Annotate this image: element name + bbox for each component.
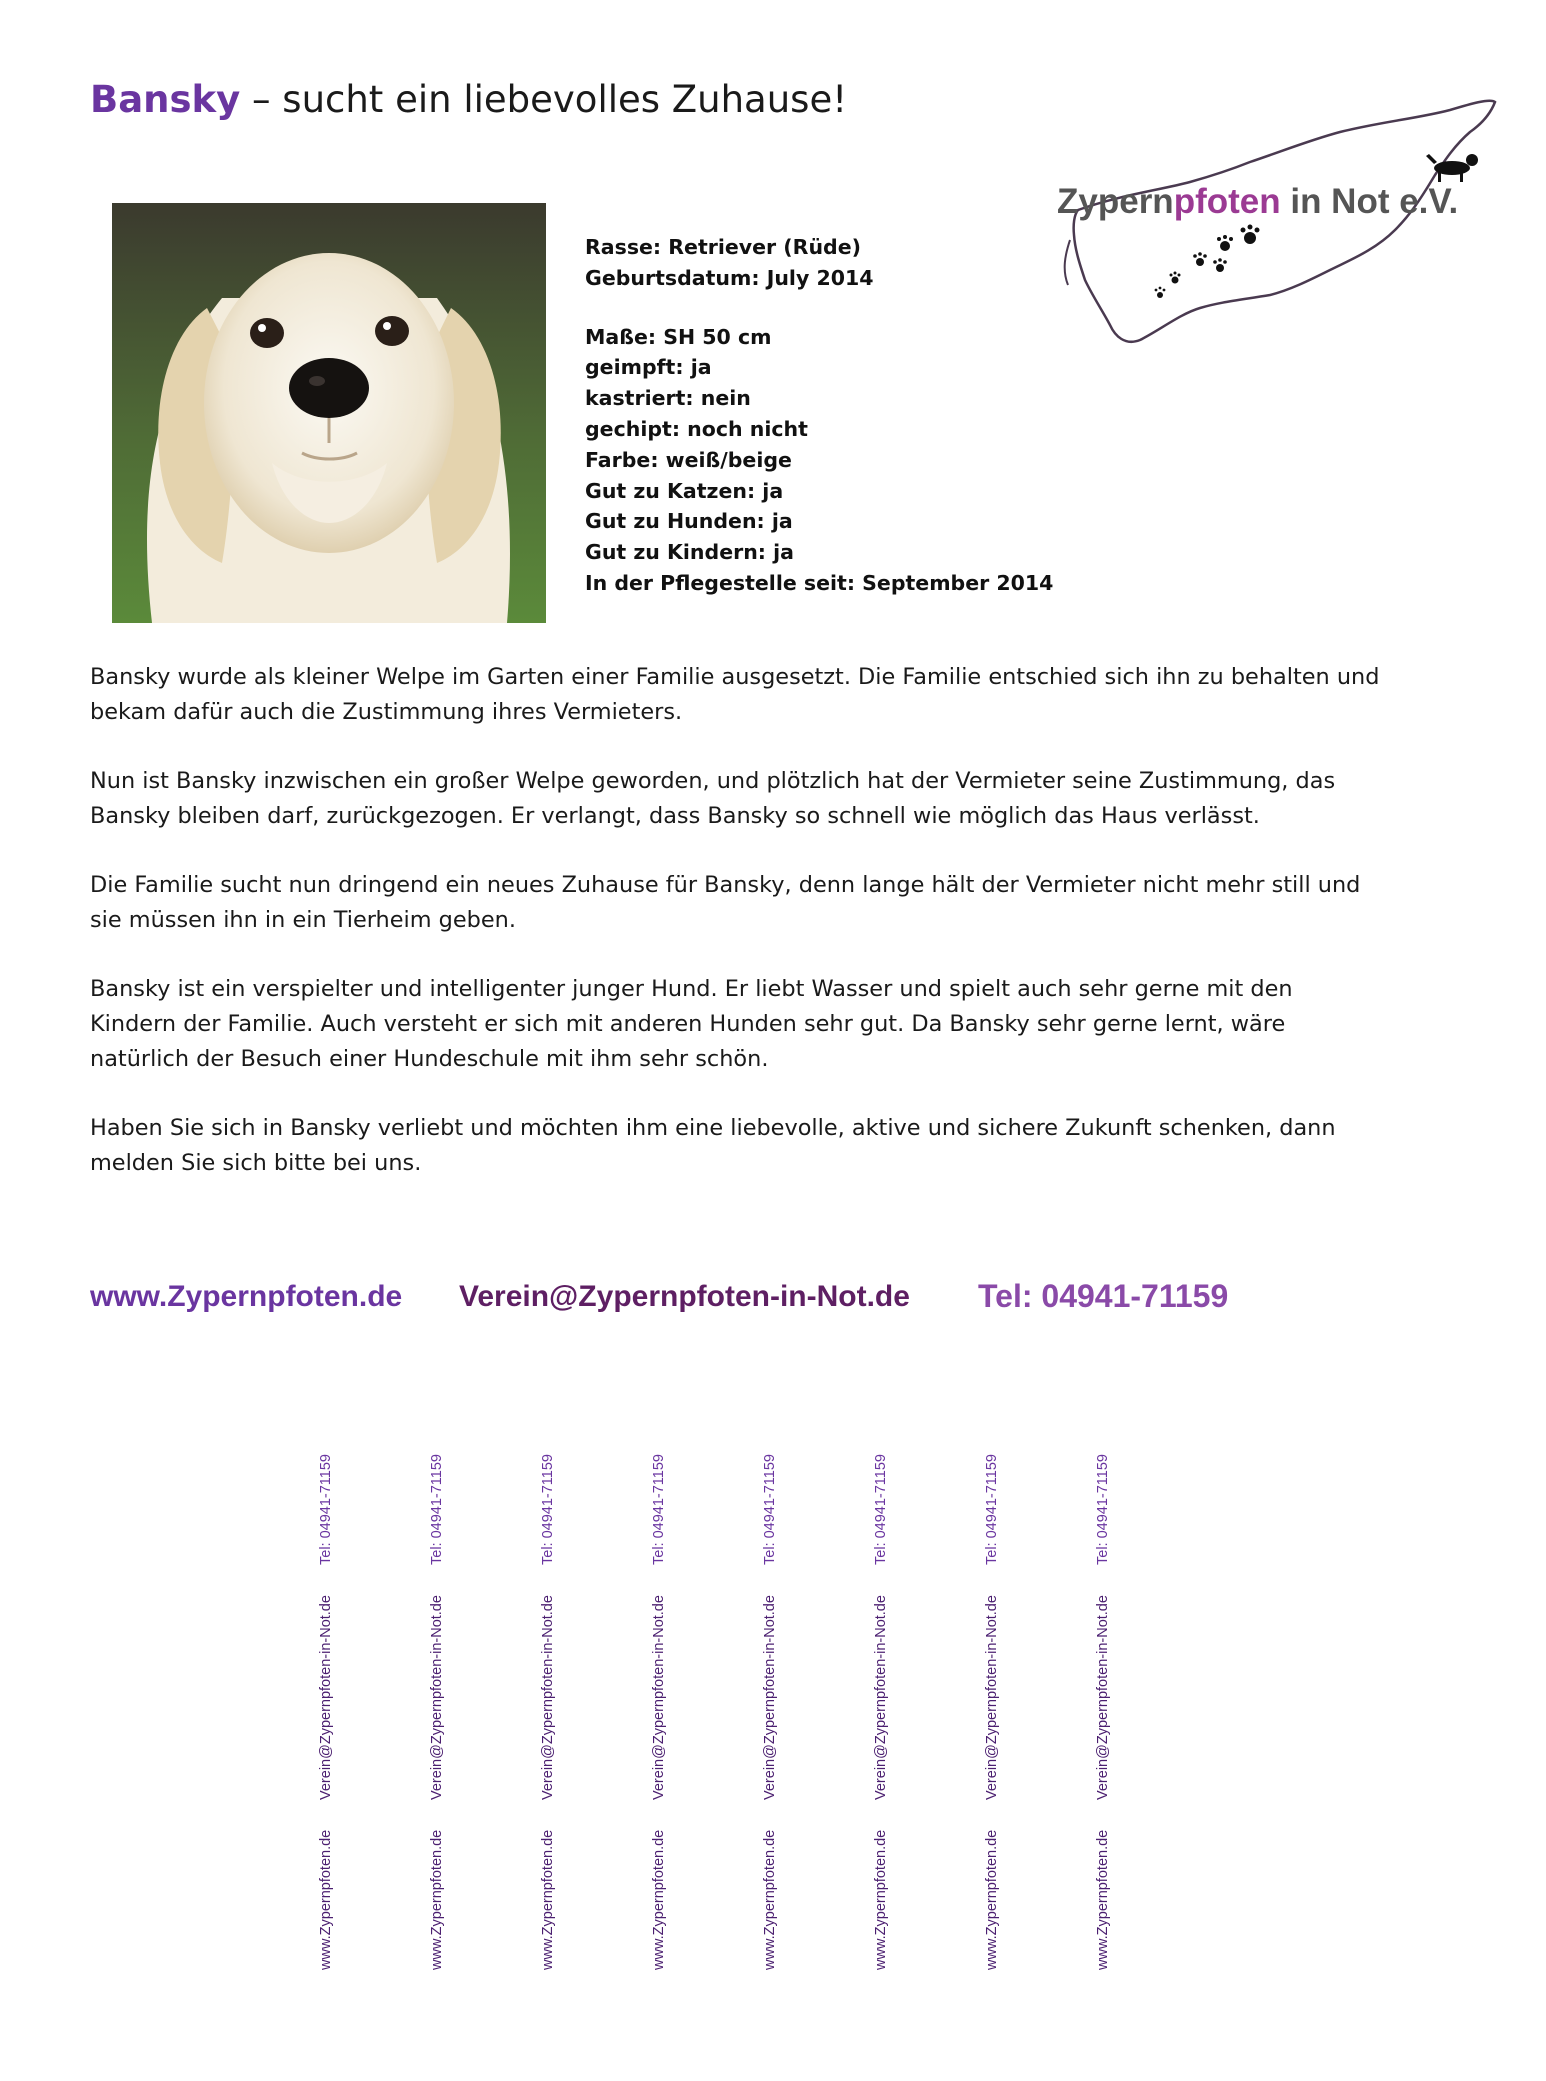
dog-name: Bansky bbox=[90, 78, 241, 121]
tearoff-phone: Tel: 04941-71159 bbox=[651, 1454, 667, 1565]
paragraph: Haben Sie sich in Bansky verliebt und möchten ihm eine liebevolle, aktive und sichere Zukunft schenken, dann melden Sie sich bitte bei uns. bbox=[90, 1115, 1336, 1176]
fact-foster-since: In der Pflegestelle seit: September 2014 bbox=[585, 570, 1054, 595]
tearoff-website: www.Zypernpfoten.de bbox=[1095, 1829, 1111, 1970]
description bbox=[90, 660, 1380, 1215]
fact-neutered: kastriert: nein bbox=[585, 386, 751, 411]
tearoff-website: www.Zypernpfoten.de bbox=[318, 1829, 334, 1970]
tearoff-email: Verein@Zypernpfoten-in-Not.de bbox=[762, 1595, 778, 1800]
tearoff-strip bbox=[762, 1445, 802, 1975]
phone-number: Tel: 04941-71159 bbox=[978, 1278, 1229, 1314]
tearoff-phone: Tel: 04941-71159 bbox=[429, 1454, 445, 1565]
tearoff-email: Verein@Zypernpfoten-in-Not.de bbox=[873, 1595, 889, 1800]
organization-name bbox=[1057, 182, 1458, 222]
paragraph: Die Familie sucht nun dringend ein neues Zuhause für Bansky, denn lange hält der Vermieter nicht mehr still und sie müssen ihn in ein Tierheim geben. bbox=[90, 872, 1361, 933]
website-link[interactable]: www.Zypernpfoten.de bbox=[90, 1280, 403, 1313]
fact-breed: Rasse: Retriever (Rüde) bbox=[585, 235, 861, 259]
fact-dogs: Gut zu Hunden: ja bbox=[585, 509, 793, 534]
logo-word-3: in Not e.V. bbox=[1280, 182, 1459, 221]
fact-cats: Gut zu Katzen: ja bbox=[585, 478, 784, 503]
tearoff-email: Verein@Zypernpfoten-in-Not.de bbox=[540, 1595, 556, 1800]
fact-size: Maße: SH 50 cm bbox=[585, 324, 772, 349]
fact-birthdate: Geburtsdatum: July 2014 bbox=[585, 265, 874, 290]
logo-word-1: Zypern bbox=[1057, 182, 1174, 221]
tearoff-phone: Tel: 04941-71159 bbox=[873, 1454, 889, 1565]
tearoff-strip bbox=[429, 1445, 469, 1975]
organization-logo bbox=[1040, 90, 1510, 360]
fact-vaccinated: geimpft: ja bbox=[585, 355, 712, 380]
tearoff-phone: Tel: 04941-71159 bbox=[762, 1454, 778, 1565]
page-title bbox=[90, 78, 847, 121]
tearoff-website: www.Zypernpfoten.de bbox=[429, 1829, 445, 1970]
tearoff-phone: Tel: 04941-71159 bbox=[318, 1454, 334, 1565]
paragraph: Bansky ist ein verspielter und intelligenter junger Hund. Er liebt Wasser und spielt auch sehr gerne mit den Kindern der Familie. Auch versteht er sich mit anderen Hunden sehr gut. Da Bansky sehr gerne lernt, wäre natürlich der Besuch einer Hundeschule mit ihm sehr schön. bbox=[90, 976, 1293, 1072]
fact-chipped: gechipt: noch nicht bbox=[585, 416, 808, 441]
tearoff-strip bbox=[1095, 1445, 1135, 1975]
fact-color: Farbe: weiß/beige bbox=[585, 447, 792, 472]
paragraph: Nun ist Bansky inzwischen ein großer Welpe geworden, und plötzlich hat der Vermieter seine Zustimmung, das Bansky bleiben darf, zurückgezogen. Er verlangt, dass Bansky so schnell wie möglich das Haus verlässt. bbox=[90, 768, 1336, 829]
tearoff-email: Verein@Zypernpfoten-in-Not.de bbox=[984, 1595, 1000, 1800]
tearoff-email: Verein@Zypernpfoten-in-Not.de bbox=[318, 1595, 334, 1800]
tearoff-phone: Tel: 04941-71159 bbox=[984, 1454, 1000, 1565]
logo-word-2: pfoten bbox=[1173, 182, 1281, 221]
dog-photo bbox=[112, 203, 546, 623]
email-link[interactable]: Verein@Zypernpfoten-in-Not.de bbox=[459, 1280, 910, 1313]
tearoff-website: www.Zypernpfoten.de bbox=[873, 1829, 889, 1970]
paw-prints-icon bbox=[1155, 225, 1260, 299]
tearoff-strip bbox=[873, 1445, 913, 1975]
tearoff-email: Verein@Zypernpfoten-in-Not.de bbox=[651, 1595, 667, 1800]
tearoff-strip bbox=[984, 1445, 1024, 1975]
tearoff-email: Verein@Zypernpfoten-in-Not.de bbox=[429, 1595, 445, 1800]
tearoff-phone: Tel: 04941-71159 bbox=[540, 1454, 556, 1565]
fact-children: Gut zu Kindern: ja bbox=[585, 540, 795, 565]
tearoff-website: www.Zypernpfoten.de bbox=[540, 1829, 556, 1970]
tearoff-website: www.Zypernpfoten.de bbox=[762, 1829, 778, 1970]
tearoff-strip bbox=[318, 1445, 358, 1975]
tearoff-website: www.Zypernpfoten.de bbox=[651, 1829, 667, 1970]
page-subtitle: – sucht ein liebevolles Zuhause! bbox=[240, 78, 848, 121]
paragraph: Bansky wurde als kleiner Welpe im Garten einer Familie ausgesetzt. Die Familie entschied sich ihn zu behalten und bekam dafür auch die Zustimmung ihres Vermieters. bbox=[90, 664, 1380, 725]
dog-facts bbox=[585, 232, 1053, 599]
tearoff-strip bbox=[651, 1445, 691, 1975]
tearoff-strip bbox=[540, 1445, 580, 1975]
cyprus-map-outline bbox=[1040, 90, 1510, 360]
tearoff-email: Verein@Zypernpfoten-in-Not.de bbox=[1095, 1595, 1111, 1800]
tearoff-website: www.Zypernpfoten.de bbox=[984, 1829, 1000, 1970]
tearoff-phone: Tel: 04941-71159 bbox=[1095, 1454, 1111, 1565]
